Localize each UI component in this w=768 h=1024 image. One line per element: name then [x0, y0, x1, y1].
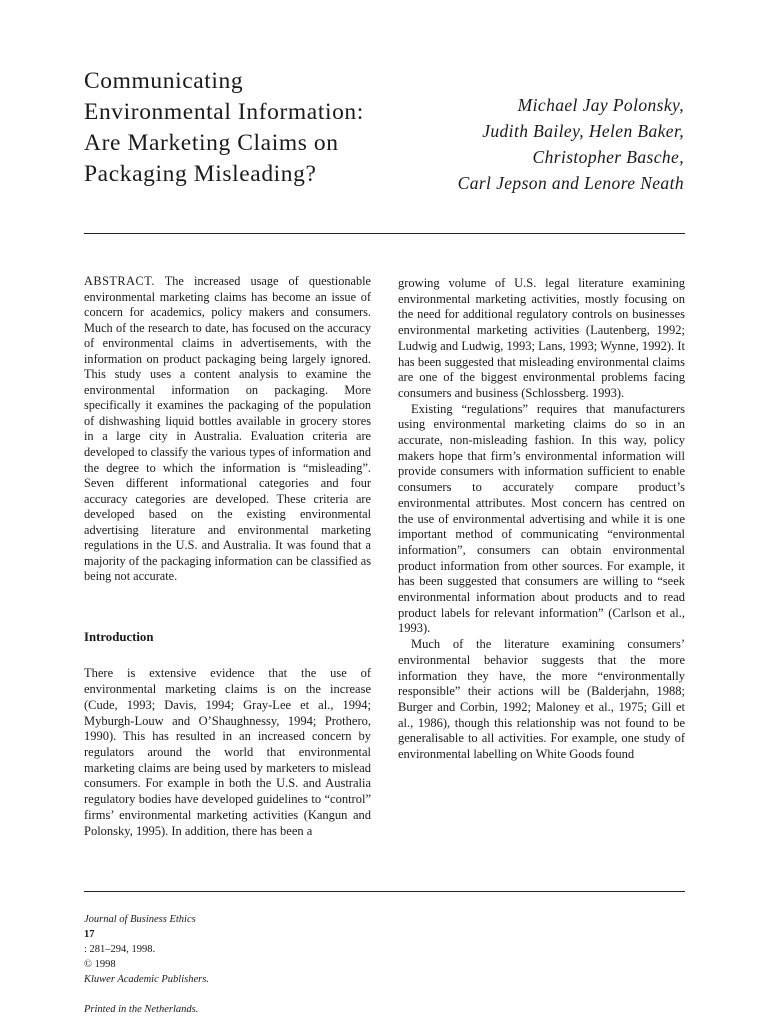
- journal-volume: 17: [84, 929, 95, 940]
- body-paragraph: Existing “regulations” requires that manufacturers using environmental marketing claims do so in an accurate, non-misleading fashion. In this way, policy makers hope that firm’s environmental information will provide consumers with information sufficient to enable consumers to accurately compare product’s environmental attributes. Most concern has centred on the use of environmental advertising and while it is one important method of communicating “environmental information”, consumers can obtain environmental product information from other sources. For example, it has been suggested that consumers are willing to “seek environmental information about products and to read product labels for relevant information” (Carlson et al., 1993).: [398, 401, 685, 636]
- title-line: Are Marketing Claims on: [84, 130, 339, 156]
- journal-pages: : 281–294, 1998.: [84, 944, 156, 955]
- left-column: [84, 274, 371, 839]
- body-paragraph: growing volume of U.S. legal literature examining environmental marketing activities, mostly focusing on the need for additional regulatory controls on businesses environmental marketing activities (Lautenberg, 1992; Ludwig and Ludwig, 1993; Lans, 1993; Wynne, 1992). It has been suggested that misleading environmental claims are one of the biggest environmental problems facing consumers and business (Schlossberg. 1993).: [398, 276, 685, 400]
- publisher-name: Kluwer Academic Publishers.: [84, 974, 209, 985]
- title-line: Environmental Information:: [84, 99, 364, 125]
- copyright-line: [84, 957, 584, 1017]
- abstract-text: The increased usage of questionable environmental marketing claims has become an issue of concern for academics, policy makers and consumers. Much of the research to date, has focused on the accuracy of environmental claims in advertisements, with the information on product packaging being largely ignored. This study uses a content analysis to examine the environmental information on packaging. More specifically it examines the packaging of the population of dishwashing liquid bottles available in grocery stores in a large city in Australia. Evaluation criteria are developed to classify the various types of information and the degree to which the information is “misleading”. Seven different informational categories and four accuracy categories are developed. These criteria are developed based on the existing environmental advertising literature and environmental marketing regulations in the U.S. and Australia. It was found that a majority of the packaging information can be classified as being not accurate.: [84, 274, 371, 584]
- journal-citation: [84, 912, 584, 957]
- journal-name: Journal of Business Ethics: [84, 914, 196, 925]
- body-paragraph: Much of the literature examining consumers’ environmental behavior suggests that the more information they have, the more “environmentally responsible” their actions will be (Balderjahn, 1988; Burger and Corbin, 1992; Maloney et al., 1975; Gill et al., 1986), though this relationship was not found to be generalisable to all activities. For example, one study of environmental labelling on White Goods found: [398, 637, 685, 762]
- page-footer: [84, 912, 584, 1017]
- body-paragraph: There is extensive evidence that the use of environmental marketing claims is on the increase (Cude, 1993; Davis, 1994; Gray-Lee et al., 1994; Myburgh-Louw and O’Shaughnessy, 1994; Prothero, 1990). This has resulted in an increased concern by regulators around the world that environmental marketing claims are being used by marketers to mislead consumers. For example in both the U.S. and Australia regulatory bodies have developed guidelines to “control” firms’ environmental marketing activities (Kangun and Polonsky, 1995). In addition, there has been a: [84, 666, 371, 838]
- abstract-paragraph: [84, 274, 371, 585]
- header-divider: [84, 233, 685, 234]
- author-line: Michael Jay Polonsky,: [517, 95, 684, 115]
- section-heading-introduction: Introduction: [84, 629, 154, 644]
- title-line: Packaging Misleading?: [84, 161, 317, 187]
- copyright-year: © 1998: [84, 959, 116, 970]
- author-line: Judith Bailey, Helen Baker,: [482, 121, 684, 141]
- title-line: Communicating: [84, 68, 244, 94]
- right-column: [398, 276, 685, 763]
- footer-divider: [84, 891, 685, 892]
- abstract-label: ABSTRACT.: [84, 274, 155, 288]
- author-list: [364, 92, 684, 196]
- author-line: Christopher Basche,: [532, 147, 684, 167]
- author-line: Carl Jepson and Lenore Neath: [457, 173, 684, 193]
- printed-location: Printed in the Netherlands.: [84, 1004, 199, 1015]
